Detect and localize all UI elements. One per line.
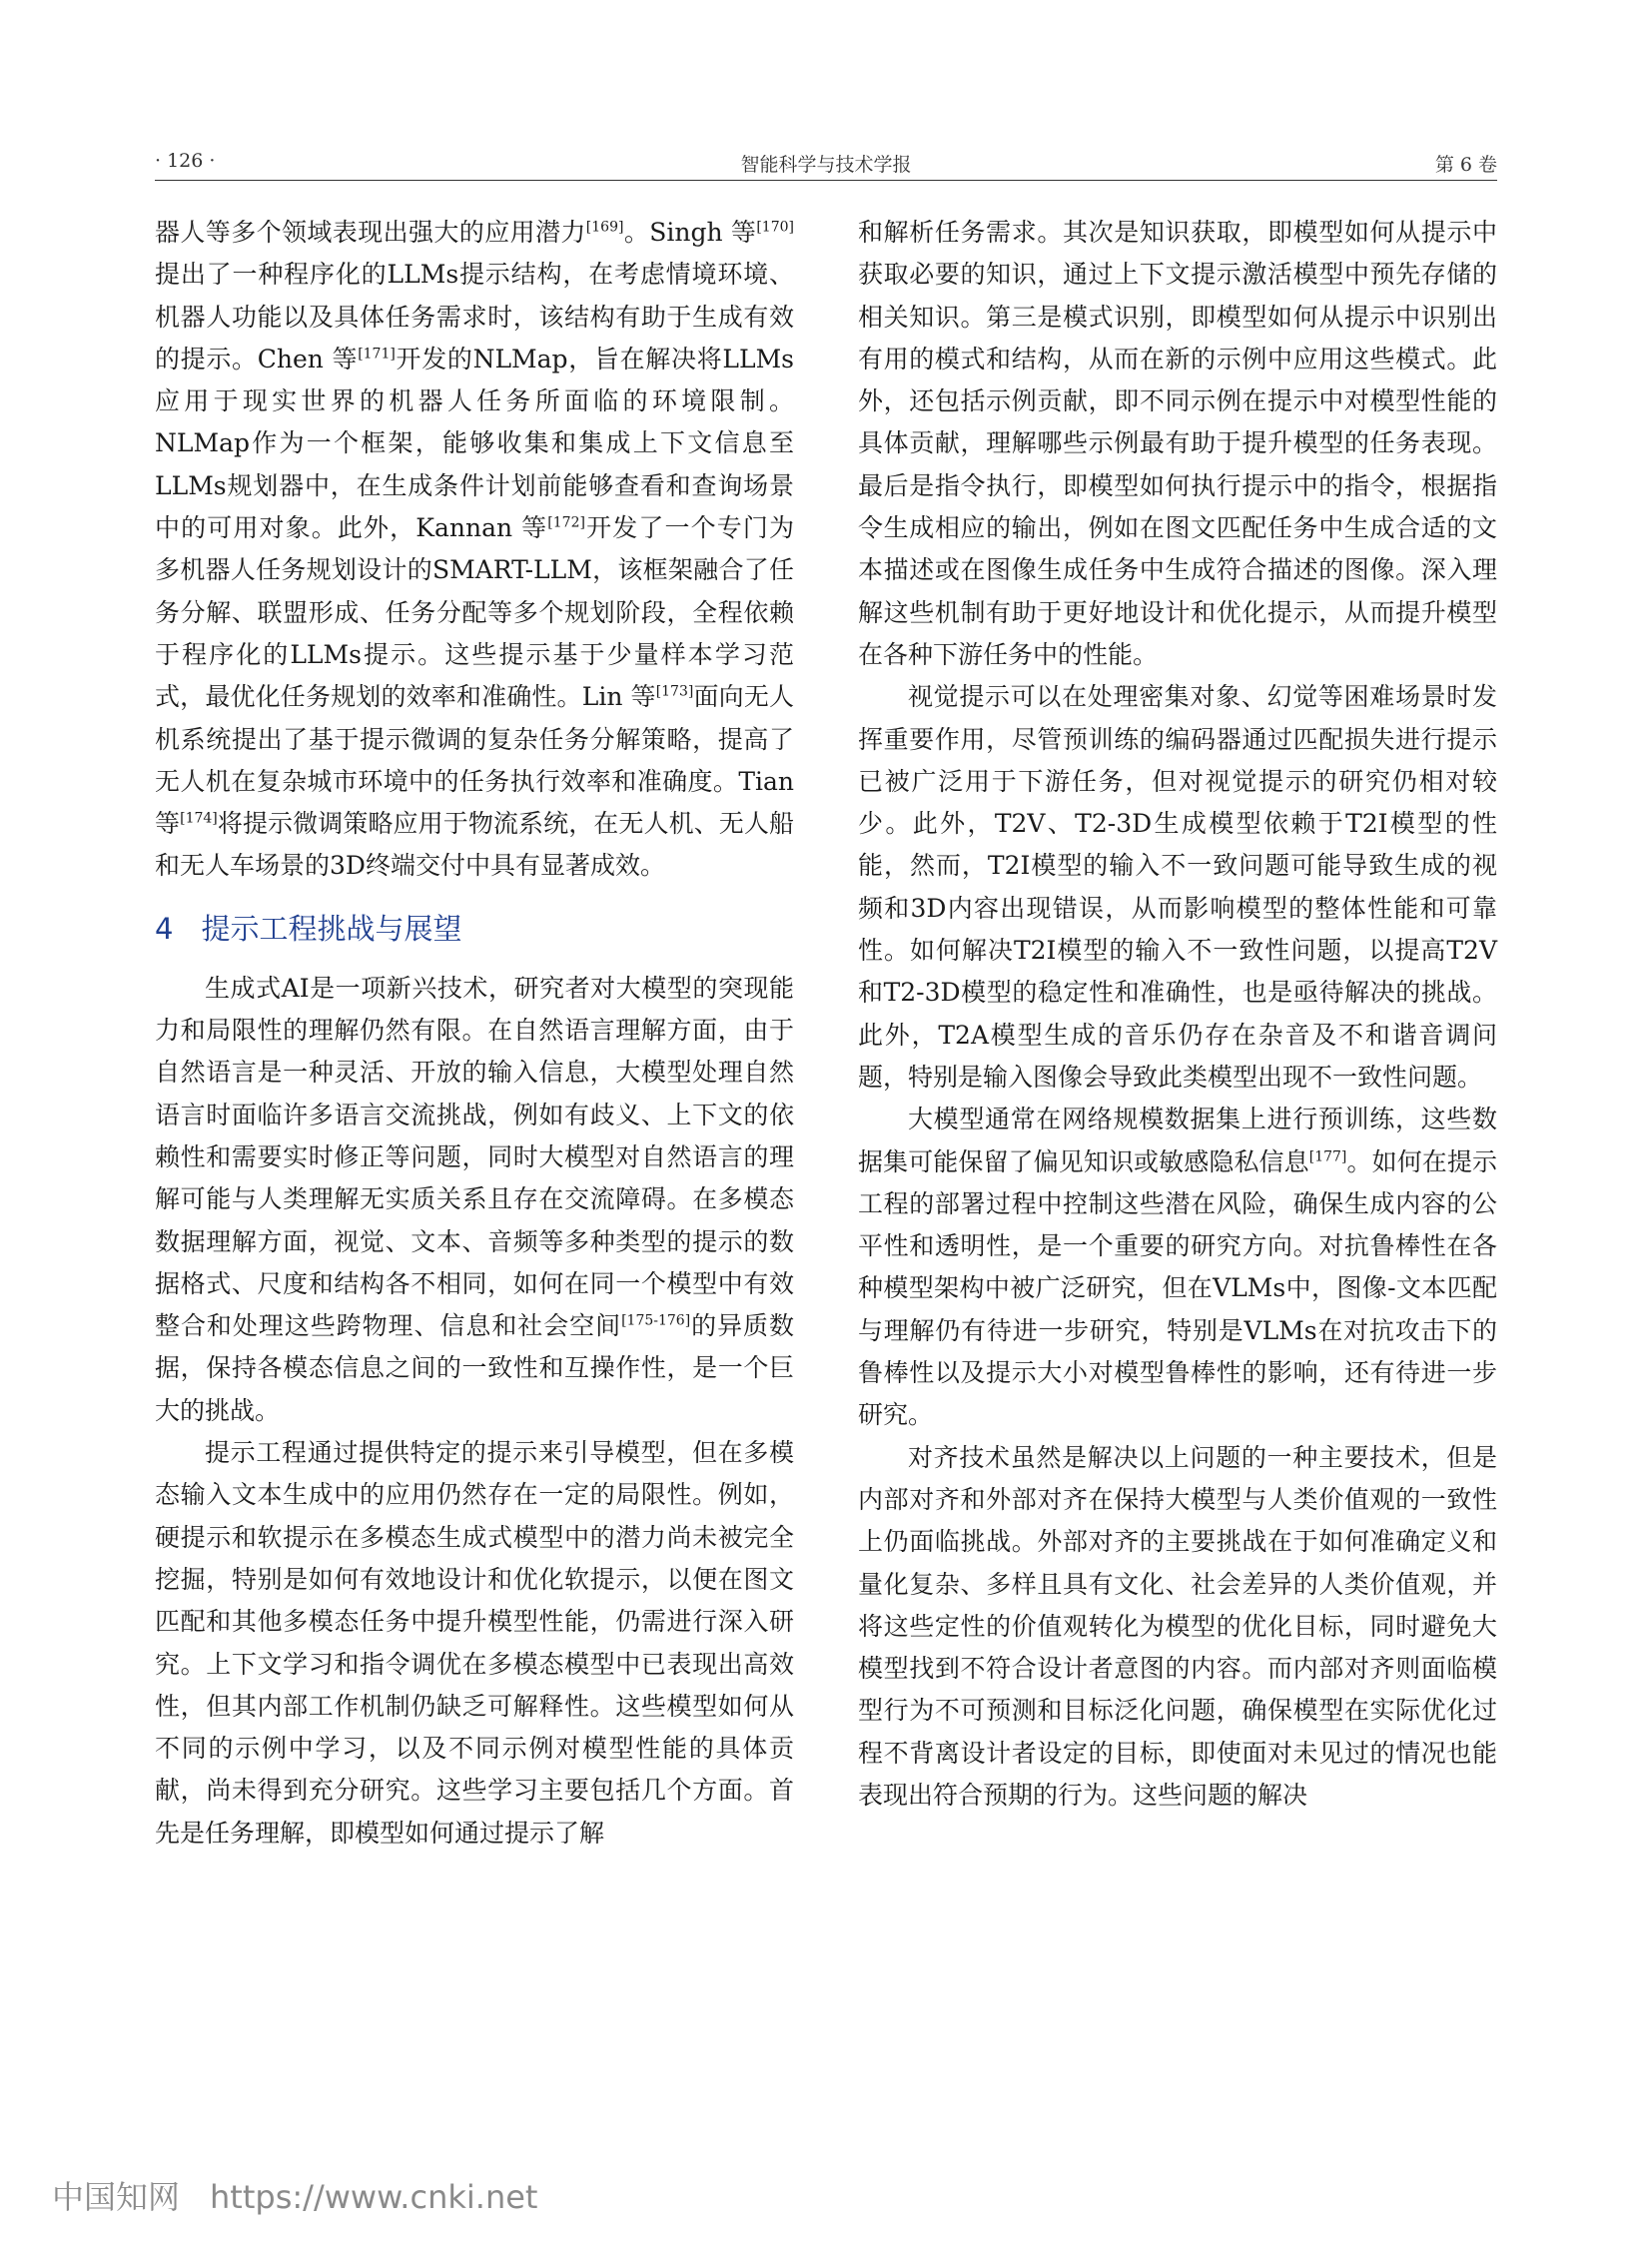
citation[interactable]: [169] <box>585 219 624 236</box>
citation[interactable]: [175-176] <box>621 1312 691 1329</box>
section-number: 4 <box>155 911 174 946</box>
citation[interactable]: [177] <box>1308 1148 1347 1165</box>
cnki-watermark <box>52 2172 537 2218</box>
journal-title: 智能科学与技术学报 <box>740 154 912 176</box>
citation[interactable]: [170] <box>756 219 794 236</box>
section-heading <box>155 908 794 950</box>
paragraph: 视觉提示可以在处理密集对象、幻觉等困难场景时发挥重要作用，尽管预训练的编码器通过匹配损失进行提示已被广泛用于下游任务，但对视觉提示的研究仍相对较少。此外，T2V、T2-3D生成模型依赖于T2I模型的性能，然而，T2I模型的输入不一致问题可能导致生成的视频和3D内容出现错误，从而影响模型的整体性能和可靠性。如何解决T2I模型的输入不一致性问题，以提高T2V和T2-3D模型的稳定性和准确性，也是亟待解决的挑战。此外，T2A模型生成的音乐仍存在杂音及不和谐音调问题，特别是输入图像会导致此类模型出现不一致性问题。 <box>858 682 1497 1092</box>
paragraph: 器人等多个领域表现出强大的应用潜力[169]。Singh 等[170]提出了一种程序化的LLMs提示结构，在考虑情境环境、机器人功能以及具体任务需求时，该结构有助于生成有效的提示。Chen 等[171]开发的NLMap，旨在解决将LLMs应用于现实世界的机器人任务所面临的环境限制。NLMap作为一个框架，能够收集和集成上下文信息至LLMs规划器中，在生成条件计划前能够查看和查询场景中的可用对象。此外，Kannan 等[172]开发了一个专门为多机器人任务规划设计的SMART-LLM，该框架融合了任务分解、联盟形成、任务分配等多个规划阶段，全程依赖于程序化的LLMs提示。这些提示基于少量样本学习范式，最优化任务规划的效率和准确性。Lin 等[173]面向无人机系统提出了基于提示微调的复杂任务分解策略，提高了无人机在复杂城市环境中的任务执行效率和准确度。Tian 等[174]将提示微调策略应用于物流系统，在无人机、无人船和无人车场景的3D终端交付中具有显著成效。 <box>155 218 794 881</box>
running-header <box>155 148 1497 176</box>
paragraph: 对齐技术虽然是解决以上问题的一种主要技术，但是内部对齐和外部对齐在保持大模型与人类价值观的一致性上仍面临挑战。外部对齐的主要挑战在于如何准确定义和量化复杂、多样且具有文化、社会差异的人类价值观，并将这些定性的价值观转化为模型的优化目标，同时避免大模型找到不符合设计者意图的内容。而内部对齐则面临模型行为不可预测和目标泛化问题，确保模型在实际优化过程不背离设计者设定的目标，即使面对未见过的情况也能表现出符合预期的行为。这些问题的解决 <box>858 1442 1497 1810</box>
watermark-brand: 中国知网 <box>52 2178 181 2216</box>
right-column <box>858 212 1497 1817</box>
paragraph: 提示工程通过提供特定的提示来引导模型，但在多模态输入文本生成中的应用仍然存在一定的局限性。例如，硬提示和软提示在多模态生成式模型中的潜力尚未被完全挖掘，特别是如何有效地设计和优化软提示，以便在图文匹配和其他多模态任务中提升模型性能，仍需进行深入研究。上下文学习和指令调优在多模态模型中已表现出高效性，但其内部工作机制仍缺乏可解释性。这些模型如何从不同的示例中学习，以及不同示例对模型性能的具体贡献，尚未得到充分研究。这些学习主要包括几个方面。首先是任务理解，即模型如何通过提示了解 <box>155 1438 794 1848</box>
section-title: 提示工程挑战与展望 <box>201 911 462 946</box>
paragraph: 生成式AI是一项新兴技术，研究者对大模型的突现能力和局限性的理解仍然有限。在自然语言理解方面，由于自然语言是一种灵活、开放的输入信息，大模型处理自然语言时面临许多语言交流挑战，例如有歧义、上下文的依赖性和需要实时修正等问题，同时大模型对自然语言的理解可能与人类理解无实质关系且存在交流障碍。在多模态数据理解方面，视觉、文本、音频等多种类型的提示的数据格式、尺度和结构各不相同，如何在同一个模型中有效整合和处理这些跨物理、信息和社会空间[175-176]的异质数据，保持各模态信息之间的一致性和互操作性，是一个巨大的挑战。 <box>155 973 794 1425</box>
page-number: · 126 · <box>155 150 216 172</box>
left-column <box>155 212 794 1855</box>
paragraph: 大模型通常在网络规模数据集上进行预训练，这些数据集可能保留了偏见知识或敏感隐私信息[177]。如何在提示工程的部署过程中控制这些潜在风险，确保生成内容的公平性和透明性，是一个重要的研究方向。对抗鲁棒性在各种模型架构中被广泛研究，但在VLMs中，图像-文本匹配与理解仍有待进一步研究，特别是VLMs在对抗攻击下的鲁棒性以及提示大小对模型鲁棒性的影响，还有待进一步研究。 <box>858 1105 1497 1430</box>
citation[interactable]: [173] <box>655 683 694 700</box>
volume-label: 第 6 卷 <box>1434 154 1497 176</box>
watermark-url[interactable]: https://www.cnki.net <box>210 2178 538 2216</box>
citation[interactable]: [172] <box>547 514 585 531</box>
paragraph: 和解析任务需求。其次是知识获取，即模型如何从提示中获取必要的知识，通过上下文提示激活模型中预先存储的相关知识。第三是模式识别，即模型如何从提示中识别出有用的模式和结构，从而在新的示例中应用这些模式。此外，还包括示例贡献，即不同示例在提示中对模型性能的具体贡献，理解哪些示例最有助于提升模型的任务表现。最后是指令执行，即模型如何执行提示中的指令，根据指令生成相应的输出，例如在图文匹配任务中生成合适的文本描述或在图像生成任务中生成符合描述的图像。深入理解这些机制有助于更好地设计和优化提示，从而提升模型在各种下游任务中的性能。 <box>858 218 1497 669</box>
citation[interactable]: [174] <box>180 810 218 827</box>
header-rule <box>155 180 1497 181</box>
citation[interactable]: [171] <box>358 346 396 363</box>
